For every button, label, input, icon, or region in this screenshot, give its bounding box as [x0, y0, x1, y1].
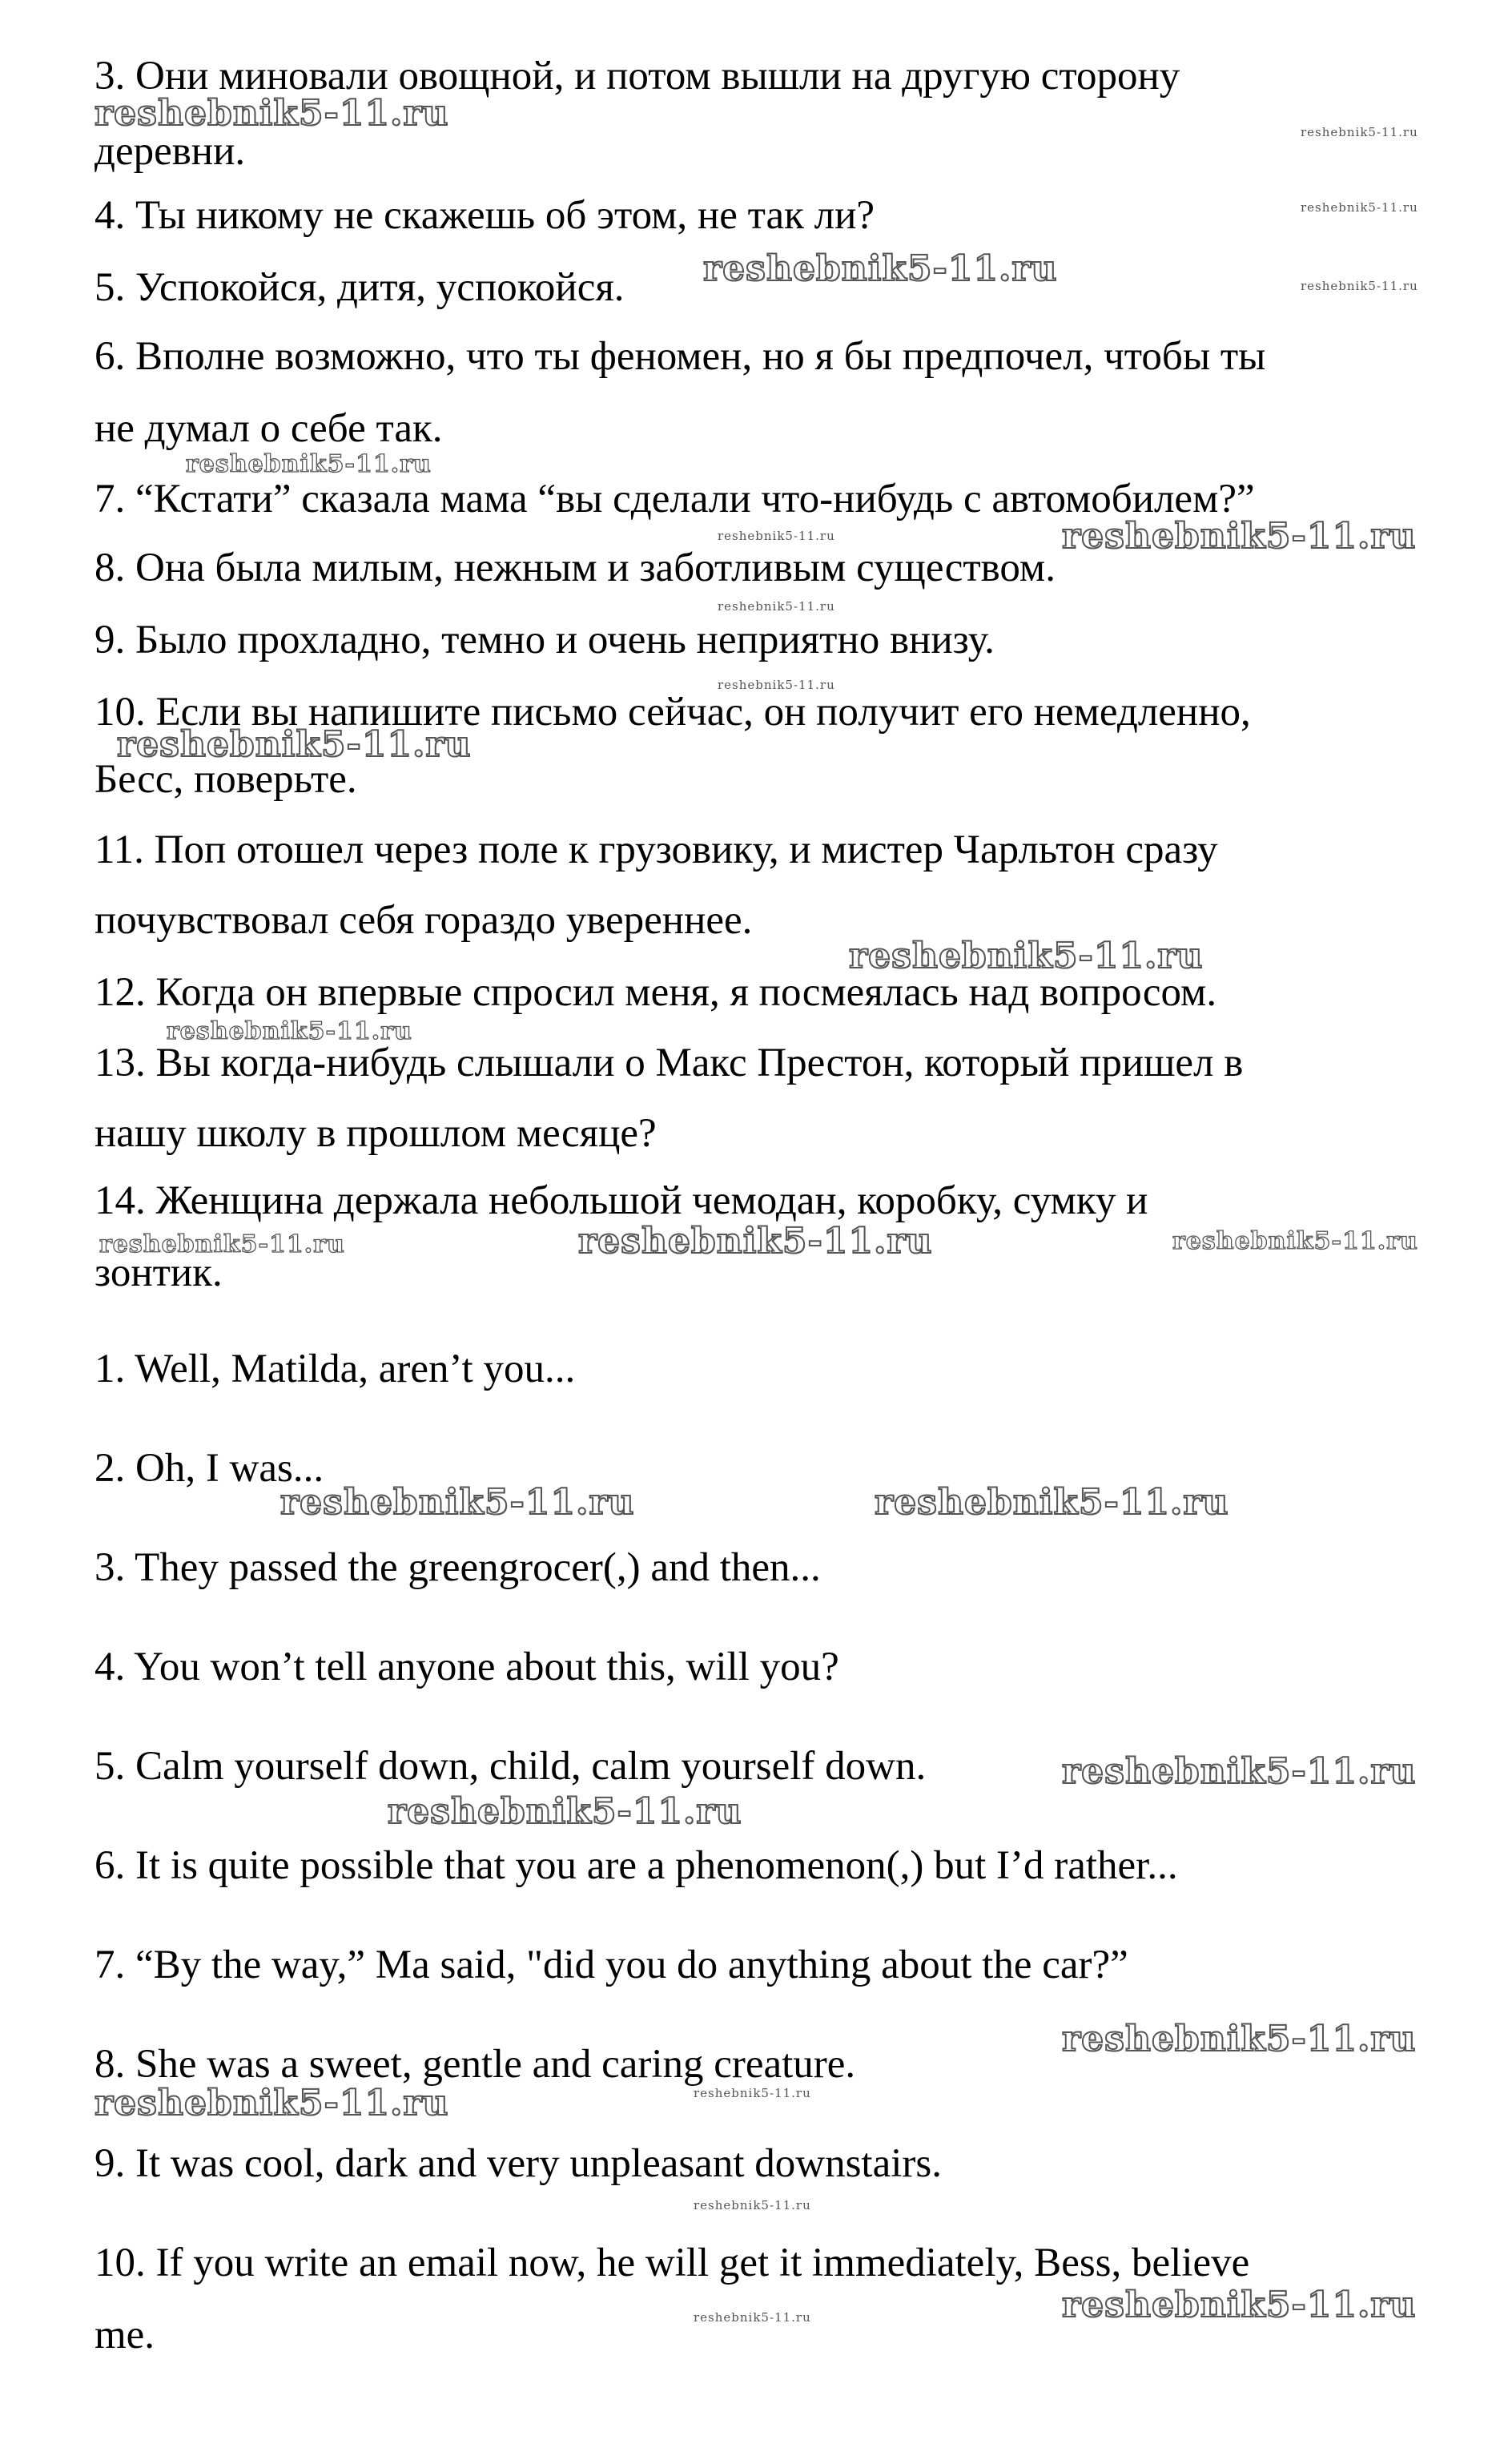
watermark: reshebnik5-11.ru [94, 93, 449, 134]
watermark: reshebnik5-11.ru [694, 2086, 811, 2100]
watermark: reshebnik5-11.ru [1301, 200, 1418, 215]
en-line-10a: 10. If you write an email now, he will get it immediately, Bess, believe [94, 2241, 1250, 2285]
watermark: reshebnik5-11.ru [186, 450, 432, 478]
en-line-7: 7. “By the way,” Ma said, "did you do anything about the car?” [94, 1943, 1128, 1987]
watermark: reshebnik5-11.ru [718, 529, 835, 543]
watermark: reshebnik5-11.ru [718, 599, 835, 614]
ru-line-8: 8. Она была милым, нежным и заботливым существом. [94, 546, 1056, 590]
en-line-2: 2. Oh, I was... [94, 1446, 324, 1491]
ru-line-11b: почувствовал себя гораздо увереннее. [94, 898, 753, 943]
en-line-6: 6. It is quite possible that you are a phenomenon(,) but I’d rather... [94, 1843, 1178, 1888]
watermark: reshebnik5-11.ru [694, 2310, 811, 2325]
ru-line-6b: не думал о себе так. [94, 406, 443, 451]
watermark: reshebnik5-11.ru [1062, 1751, 1417, 1792]
ru-line-11a: 11. Поп отошел через поле к грузовику, и мистер Чарльтон сразу [94, 827, 1218, 872]
ru-line-14b: зонтик. [94, 1250, 223, 1295]
ru-line-10a: 10. Если вы напишите письмо сейчас, он получит его немедленно, [94, 690, 1251, 735]
ru-line-5: 5. Успокойся, дитя, успокойся. [94, 265, 625, 310]
watermark: reshebnik5-11.ru [117, 724, 472, 765]
watermark: reshebnik5-11.ru [849, 936, 1204, 976]
en-line-10b: me. [94, 2313, 155, 2357]
watermark: reshebnik5-11.ru [875, 1482, 1229, 1523]
en-line-8: 8. She was a sweet, gentle and caring creature. [94, 2042, 856, 2087]
watermark: reshebnik5-11.ru [280, 1482, 635, 1523]
ru-line-9: 9. Было прохладно, темно и очень неприятно внизу. [94, 618, 995, 662]
ru-line-3b: деревни. [94, 129, 246, 174]
watermark: reshebnik5-11.ru [167, 1017, 412, 1045]
en-line-3: 3. They passed the greengrocer(,) and then... [94, 1545, 821, 1590]
en-line-5: 5. Calm yourself down, child, calm yourself down. [94, 1744, 927, 1789]
watermark: reshebnik5-11.ru [1172, 1227, 1418, 1255]
watermark: reshebnik5-11.ru [694, 2198, 811, 2212]
watermark: reshebnik5-11.ru [578, 1221, 933, 1262]
en-line-4: 4. You won’t tell anyone about this, will you? [94, 1645, 839, 1689]
watermark: reshebnik5-11.ru [94, 2083, 449, 2124]
watermark: reshebnik5-11.ru [1301, 279, 1418, 293]
watermark: reshebnik5-11.ru [718, 678, 835, 692]
ru-line-4: 4. Ты никому не скажешь об этом, не так ли? [94, 193, 875, 238]
watermark: reshebnik5-11.ru [1062, 516, 1417, 557]
watermark: reshebnik5-11.ru [703, 248, 1058, 289]
ru-line-10b: Бесс, поверьте. [94, 757, 357, 802]
watermark: reshebnik5-11.ru [1301, 125, 1418, 139]
watermark: reshebnik5-11.ru [1062, 2019, 1417, 2059]
ru-line-13a: 13. Вы когда-нибудь слышали о Макс Престон, который пришел в [94, 1041, 1244, 1085]
ru-line-3a: 3. Они миновали овощной, и потом вышли на другую сторону [94, 54, 1180, 99]
watermark: reshebnik5-11.ru [99, 1230, 345, 1258]
ru-line-13b: нашу школу в прошлом месяце? [94, 1111, 657, 1156]
en-line-9: 9. It was cool, dark and very unpleasant downstairs. [94, 2141, 942, 2186]
en-line-1: 1. Well, Matilda, aren’t you... [94, 1347, 576, 1391]
ru-line-14a: 14. Женщина держала небольшой чемодан, коробку, сумку и [94, 1178, 1148, 1223]
ru-line-6a: 6. Вполне возможно, что ты феномен, но я бы предпочел, чтобы ты [94, 334, 1266, 379]
watermark: reshebnik5-11.ru [388, 1791, 742, 1832]
watermark: reshebnik5-11.ru [1062, 2285, 1417, 2325]
ru-line-12: 12. Когда он впервые спросил меня, я посмеялась над вопросом. [94, 970, 1217, 1015]
ru-line-7: 7. “Кстати” сказала мама “вы сделали что-нибудь с автомобилем?” [94, 477, 1255, 521]
